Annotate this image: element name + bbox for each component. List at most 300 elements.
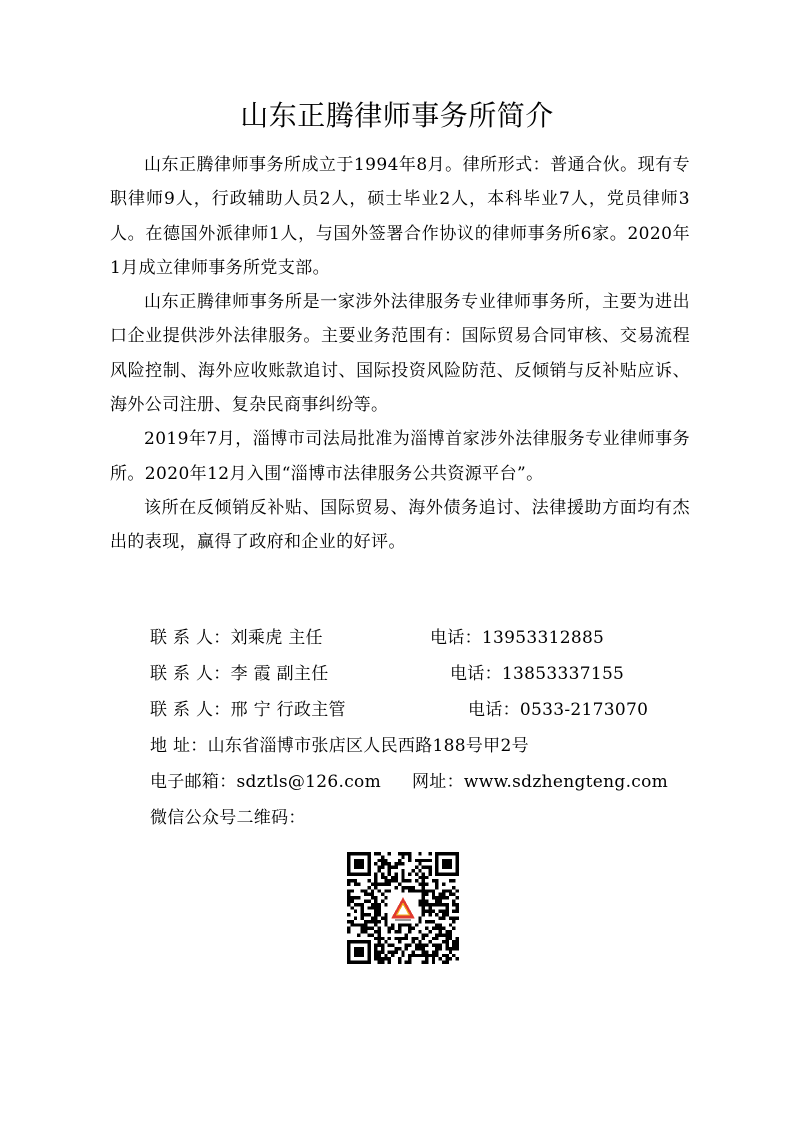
qr-module <box>347 927 350 930</box>
qr-module <box>432 950 435 953</box>
qr-module <box>395 866 398 869</box>
qr-module <box>381 859 384 862</box>
qr-module <box>354 916 357 919</box>
qr-module <box>432 896 435 899</box>
qr-module <box>378 940 381 943</box>
qr-module <box>401 872 404 875</box>
qr-module <box>374 906 377 909</box>
qr-module <box>347 903 350 906</box>
qr-module <box>415 944 418 947</box>
qr-module <box>388 927 391 930</box>
qr-module <box>398 961 401 964</box>
qr-module <box>391 950 394 953</box>
qr-module <box>411 869 414 872</box>
page-title: 山东正腾律师事务所简介 <box>240 99 554 132</box>
qr-module <box>411 927 414 930</box>
qr-module <box>395 947 398 950</box>
qr-module <box>456 910 459 913</box>
qr-finder-top-left <box>347 852 371 876</box>
qr-module <box>428 913 431 916</box>
qr-module <box>401 852 404 855</box>
qr-module <box>422 954 425 957</box>
qr-module <box>439 944 442 947</box>
qr-module <box>357 883 360 886</box>
qr-module <box>367 933 370 936</box>
qr-module <box>384 889 387 892</box>
qr-module <box>422 876 425 879</box>
qr-module <box>422 933 425 936</box>
qr-module <box>384 903 387 906</box>
qr-module <box>422 859 425 862</box>
qr-module <box>405 923 408 926</box>
qr-module <box>371 896 374 899</box>
paragraph-founding: 山东正腾律师事务所成立于1994年8月。律所形式：普通合伙。现有专职律师9人，行政辅助人员2人，硕士毕业2人，本科毕业7人，党员律师3人。在德国外派律师1人，与国外签署合作协议的律师事务所6家。2020年1月成立律师事务所党支部。 <box>110 155 690 278</box>
address-row <box>150 728 710 764</box>
qr-module <box>374 947 377 950</box>
qr-module <box>408 957 411 960</box>
qr-module <box>374 916 377 919</box>
wechat-qr-code <box>347 852 459 964</box>
qr-module <box>428 866 431 869</box>
qr-module <box>381 957 384 960</box>
qr-module <box>374 900 377 903</box>
qr-module <box>418 883 421 886</box>
qr-module <box>391 866 394 869</box>
qr-module <box>357 923 360 926</box>
qr-module <box>378 906 381 909</box>
qr-module <box>422 879 425 882</box>
qr-module <box>456 940 459 943</box>
qr-module <box>442 883 445 886</box>
qr-module <box>381 855 384 858</box>
qr-module <box>425 910 428 913</box>
qr-module <box>374 903 377 906</box>
qr-module <box>378 913 381 916</box>
qr-module <box>411 940 414 943</box>
qr-module <box>388 957 391 960</box>
contact-person-2: 联 系 人：李 霞 副主任 <box>150 664 329 684</box>
qr-module <box>418 903 421 906</box>
qr-module <box>384 957 387 960</box>
qr-module <box>452 910 455 913</box>
qr-module <box>435 883 438 886</box>
qr-module <box>418 859 421 862</box>
qr-module <box>361 903 364 906</box>
qr-module <box>418 920 421 923</box>
qr-module <box>354 879 357 882</box>
contact-phone-1: 电话：13953312885 <box>430 628 605 648</box>
qr-module <box>384 859 387 862</box>
qr-module <box>378 930 381 933</box>
qr-module <box>367 879 370 882</box>
qr-module <box>452 940 455 943</box>
qr-module <box>350 896 353 899</box>
qr-module <box>445 937 448 940</box>
qr-module <box>418 930 421 933</box>
qr-module <box>422 910 425 913</box>
contact-section <box>150 620 710 836</box>
qr-module <box>432 889 435 892</box>
qr-module <box>398 859 401 862</box>
qr-module <box>384 876 387 879</box>
qr-module <box>395 862 398 865</box>
qr-module <box>378 852 381 855</box>
qr-module <box>378 869 381 872</box>
qr-module <box>428 954 431 957</box>
qr-module <box>388 866 391 869</box>
qr-module <box>422 961 425 964</box>
qr-module <box>449 933 452 936</box>
qr-module <box>357 933 360 936</box>
qr-module <box>381 872 384 875</box>
qr-module <box>425 883 428 886</box>
qr-module <box>432 961 435 964</box>
qr-module <box>347 883 350 886</box>
qr-module <box>347 896 350 899</box>
qr-module <box>374 920 377 923</box>
qr-module <box>432 920 435 923</box>
qr-module <box>374 950 377 953</box>
qr-module <box>391 923 394 926</box>
qr-module <box>354 923 357 926</box>
qr-module <box>418 876 421 879</box>
qr-module <box>425 950 428 953</box>
qr-module <box>408 944 411 947</box>
qr-module <box>347 900 350 903</box>
qr-module <box>401 876 404 879</box>
qr-module <box>456 889 459 892</box>
qr-module <box>384 954 387 957</box>
qr-module <box>442 954 445 957</box>
qr-module <box>388 937 391 940</box>
qr-module <box>378 944 381 947</box>
qr-module <box>384 940 387 943</box>
qr-module <box>374 876 377 879</box>
qr-module <box>428 910 431 913</box>
qr-module <box>408 927 411 930</box>
qr-module <box>378 937 381 940</box>
qr-module <box>418 900 421 903</box>
paragraph-achievements: 该所在反倾销反补贴、国际贸易、海外债务追讨、法律援助方面均有杰出的表现，赢得了政府和企业的好评。 <box>110 497 690 553</box>
qr-module <box>422 947 425 950</box>
qr-module <box>418 862 421 865</box>
qr-module <box>384 879 387 882</box>
qr-module <box>408 879 411 882</box>
qr-module <box>415 859 418 862</box>
qr-module <box>401 923 404 926</box>
qr-module <box>449 930 452 933</box>
qr-module <box>378 903 381 906</box>
qr-module <box>439 893 442 896</box>
qr-module <box>395 876 398 879</box>
qr-module <box>428 930 431 933</box>
qr-module <box>452 886 455 889</box>
qr-module <box>398 923 401 926</box>
qr-module <box>445 961 448 964</box>
qr-module <box>428 889 431 892</box>
qr-module <box>391 927 394 930</box>
qr-module <box>354 896 357 899</box>
qr-module <box>435 944 438 947</box>
qr-module <box>398 930 401 933</box>
qr-module <box>415 954 418 957</box>
contact-person-1: 联 系 人：刘乘虎 主任 <box>150 628 323 648</box>
qr-module <box>384 862 387 865</box>
qr-module <box>422 900 425 903</box>
qr-module <box>439 900 442 903</box>
qr-module <box>445 913 448 916</box>
qr-module <box>428 940 431 943</box>
qr-module <box>367 920 370 923</box>
qr-module <box>422 906 425 909</box>
qr-module <box>401 937 404 940</box>
qr-module <box>449 947 452 950</box>
qr-module <box>439 896 442 899</box>
qr-module <box>428 869 431 872</box>
qr-module <box>378 889 381 892</box>
qr-module <box>364 927 367 930</box>
qr-module <box>432 954 435 957</box>
qr-module <box>374 954 377 957</box>
qr-module <box>401 869 404 872</box>
qr-module <box>388 879 391 882</box>
qr-module <box>439 923 442 926</box>
qr-module <box>456 906 459 909</box>
qr-module <box>388 862 391 865</box>
qr-module <box>374 872 377 875</box>
qr-module <box>439 910 442 913</box>
qr-module <box>415 872 418 875</box>
qr-module <box>364 920 367 923</box>
qr-module <box>418 869 421 872</box>
qr-module <box>374 910 377 913</box>
qr-module <box>384 923 387 926</box>
qr-module <box>408 961 411 964</box>
qr-module <box>415 947 418 950</box>
qr-module <box>432 927 435 930</box>
qr-module <box>374 852 377 855</box>
qr-module <box>445 933 448 936</box>
qr-module <box>418 944 421 947</box>
qr-module <box>361 927 364 930</box>
qr-module <box>425 889 428 892</box>
qr-module <box>442 940 445 943</box>
qr-module <box>381 944 384 947</box>
qr-module <box>449 893 452 896</box>
qr-module <box>456 916 459 919</box>
qr-module <box>350 889 353 892</box>
qr-finder-bottom-left <box>347 940 371 964</box>
qr-module <box>401 950 404 953</box>
qr-module <box>405 947 408 950</box>
qr-module <box>442 903 445 906</box>
qr-module <box>439 916 442 919</box>
qr-module <box>374 883 377 886</box>
qr-module <box>398 883 401 886</box>
qr-module <box>445 930 448 933</box>
qr-module <box>357 896 360 899</box>
qr-module <box>425 866 428 869</box>
qr-module <box>374 879 377 882</box>
qr-module <box>405 933 408 936</box>
qr-module <box>381 893 384 896</box>
contact-phone-3: 电话：0533-2173070 <box>468 700 649 720</box>
qr-module <box>371 883 374 886</box>
qr-module <box>418 916 421 919</box>
qr-module <box>378 859 381 862</box>
qr-module <box>361 916 364 919</box>
qr-module <box>371 927 374 930</box>
qr-module <box>388 883 391 886</box>
qr-module <box>435 954 438 957</box>
qr-module <box>378 957 381 960</box>
qr-module <box>435 950 438 953</box>
qr-module <box>456 957 459 960</box>
qr-module <box>408 886 411 889</box>
contact-person-3: 联 系 人：邢 宁 行政主管 <box>150 700 346 720</box>
qr-module <box>384 896 387 899</box>
qr-module <box>381 900 384 903</box>
qr-module <box>442 896 445 899</box>
qr-module <box>449 889 452 892</box>
qr-module <box>388 930 391 933</box>
qr-module <box>411 889 414 892</box>
qr-module <box>350 923 353 926</box>
qr-module <box>361 930 364 933</box>
qr-module <box>398 862 401 865</box>
qr-module <box>405 937 408 940</box>
qr-module <box>371 933 374 936</box>
qr-module <box>371 903 374 906</box>
qr-module <box>398 937 401 940</box>
qr-module <box>364 889 367 892</box>
qr-module <box>371 893 374 896</box>
qr-module <box>425 876 428 879</box>
contact-phone-2: 电话：13853337155 <box>450 664 625 684</box>
qr-module <box>374 913 377 916</box>
qr-module <box>452 927 455 930</box>
qr-module <box>428 906 431 909</box>
qr-module <box>428 903 431 906</box>
qr-module <box>439 933 442 936</box>
qr-module <box>425 927 428 930</box>
qr-module <box>367 913 370 916</box>
qr-module <box>405 961 408 964</box>
qr-module <box>347 930 350 933</box>
qr-module <box>388 944 391 947</box>
contact-row <box>150 692 710 728</box>
qr-module <box>398 927 401 930</box>
qr-module <box>439 903 442 906</box>
email-text: 电子邮箱：sdztls@126.com <box>150 772 381 792</box>
qr-module <box>442 913 445 916</box>
qr-module <box>415 937 418 940</box>
qr-module <box>452 944 455 947</box>
qr-module <box>449 916 452 919</box>
qr-module <box>449 937 452 940</box>
qr-module <box>388 852 391 855</box>
qr-module <box>422 913 425 916</box>
qr-module <box>442 889 445 892</box>
qr-module <box>347 913 350 916</box>
qr-module <box>395 937 398 940</box>
qr-module <box>456 947 459 950</box>
qr-module <box>445 903 448 906</box>
qr-module <box>445 889 448 892</box>
qr-module <box>435 903 438 906</box>
qr-module <box>408 930 411 933</box>
qr-module <box>445 896 448 899</box>
qr-module <box>435 886 438 889</box>
qr-module <box>445 910 448 913</box>
qr-module <box>367 927 370 930</box>
qr-module <box>442 933 445 936</box>
qr-module <box>422 883 425 886</box>
qr-module <box>422 893 425 896</box>
qr-module <box>435 937 438 940</box>
qr-module <box>371 916 374 919</box>
qr-module <box>408 852 411 855</box>
qr-module <box>456 903 459 906</box>
qr-module <box>435 947 438 950</box>
qr-module <box>432 903 435 906</box>
qr-module <box>384 883 387 886</box>
qr-module <box>378 927 381 930</box>
qr-module <box>418 940 421 943</box>
qr-module <box>425 961 428 964</box>
qr-module <box>374 944 377 947</box>
qr-module <box>354 883 357 886</box>
qr-module <box>449 923 452 926</box>
qr-module <box>432 879 435 882</box>
qr-module <box>350 920 353 923</box>
qr-module <box>401 886 404 889</box>
qr-module <box>415 889 418 892</box>
qr-module <box>408 923 411 926</box>
qr-module <box>425 920 428 923</box>
qr-module <box>439 957 442 960</box>
qr-module <box>435 927 438 930</box>
qr-module <box>378 883 381 886</box>
qr-module <box>418 889 421 892</box>
qr-module <box>445 947 448 950</box>
qr-module <box>428 872 431 875</box>
qr-module <box>347 893 350 896</box>
qr-module <box>411 950 414 953</box>
qr-module <box>449 879 452 882</box>
wechat-row <box>150 800 710 836</box>
qr-module <box>350 906 353 909</box>
qr-module <box>391 879 394 882</box>
qr-module <box>411 886 414 889</box>
qr-module <box>378 910 381 913</box>
qr-module <box>398 852 401 855</box>
qr-module <box>381 947 384 950</box>
qr-module <box>374 957 377 960</box>
qr-module <box>442 910 445 913</box>
qr-module <box>378 920 381 923</box>
qr-module <box>418 954 421 957</box>
qr-module <box>452 920 455 923</box>
qr-module <box>425 893 428 896</box>
qr-module <box>405 886 408 889</box>
qr-module <box>364 893 367 896</box>
qr-module <box>381 883 384 886</box>
qr-module <box>378 954 381 957</box>
qr-module <box>381 916 384 919</box>
qr-module <box>408 872 411 875</box>
qr-module <box>374 930 377 933</box>
